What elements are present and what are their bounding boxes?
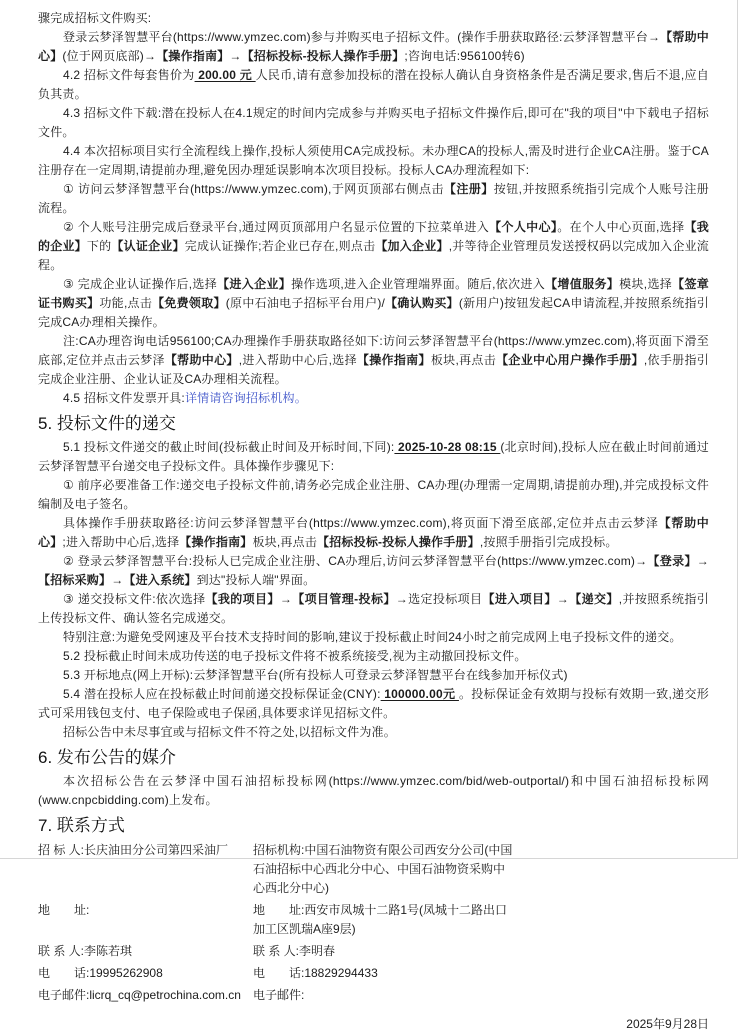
text-run: ③ 递交投标文件:依次选择 bbox=[63, 592, 206, 606]
text-run: 。在个人中心页面,选择 bbox=[557, 220, 685, 234]
text-run: 【我的项目】 bbox=[205, 592, 280, 606]
text-run: 人民币,请有意参加投标的潜在投标人确认自身资格条件是否满足要求,售后不退,应自负其责。 bbox=[38, 68, 709, 101]
contact-cell-right: 联 系 人:李明春 bbox=[253, 944, 336, 958]
text-run: 200.00 元 bbox=[194, 68, 256, 82]
paragraph bbox=[38, 389, 709, 408]
text-run: 2025-10-28 08:15 bbox=[394, 440, 501, 454]
text-run: 【招标采购】 bbox=[38, 573, 112, 587]
text-run: ,并按照系统指引上传投标文件、确认签名完成递交。 bbox=[38, 592, 710, 625]
paragraph bbox=[38, 685, 709, 723]
contact-cell-right: 电子邮件: bbox=[253, 988, 305, 1002]
text-run: ,并等待企业管理员发送授权码以完成加入企业流程。 bbox=[38, 239, 710, 272]
contact-cell-right: 电 话:18829294433 bbox=[253, 966, 378, 980]
text-run: 【个人中心】 bbox=[489, 220, 558, 234]
text-run: ① 访问云梦泽智慧平台(https://www.ymzec.com),于网页顶部右侧点击 bbox=[63, 182, 444, 196]
contact-cell-left: 电子邮件:licrq_cq@petrochina.com.cn bbox=[38, 988, 241, 1002]
text-run: 4.4 本次招标项目实行全流程线上操作,投标人须使用CA完成投标。未办理CA的投标人,需及时进行企业CA注册。鉴于CA注册存在一定周期,请提前办理,避免因办理延误影响本次项目投标。投标人CA办理流程如下: bbox=[38, 144, 709, 177]
paragraph bbox=[38, 723, 709, 742]
paragraph bbox=[38, 332, 709, 389]
text-run: 【登录】 bbox=[647, 554, 697, 568]
text-run: 5.2 投标截止时间未成功传送的电子投标文件将不被系统接受,视为主动撤回投标文件。 bbox=[63, 649, 527, 663]
text-run: 5.4 潜在投标人应在投标截止时间前递交投标保证金(CNY): bbox=[63, 687, 381, 701]
text-run: 板块,再点击 bbox=[252, 535, 318, 549]
text-run: ;进入帮助中心后,选择 bbox=[62, 535, 180, 549]
paragraph bbox=[38, 514, 709, 552]
text-run: 5.3 开标地点(网上开标):云梦泽智慧平台(所有投标人可登录云梦泽智慧平台在线参加开标仪式) bbox=[63, 668, 568, 682]
text-run: 招标公告中未尽事宜或与招标文件不符之处,以招标文件为准。 bbox=[63, 725, 396, 739]
text-run: 【帮助中心】 bbox=[38, 30, 709, 63]
text-run: 【帮助中心】 bbox=[164, 353, 239, 367]
text-run: ① 前序必要准备工作:递交电子投标文件前,请务必完成企业注册、CA办理(办理需一定周期,请提前办理),并完成投标文件编制及电子签名。 bbox=[38, 478, 709, 511]
text-run: 4.2 招标文件每套售价为 bbox=[63, 68, 195, 82]
text-run: 注:CA办理咨询电话956100;CA办理操作手册获取路径如下:访问云梦泽智慧平台(https://www.ymzec.com),将页面下滑至底部,定位并点击云梦泽 bbox=[38, 334, 709, 367]
paragraph bbox=[38, 28, 709, 66]
inline-link[interactable]: 详情请咨询招标机构。 bbox=[184, 391, 307, 405]
text-run: 【增值服务】 bbox=[545, 277, 620, 291]
text-run: 【注册】 bbox=[443, 182, 494, 196]
publish-date: 2025年9月28日 bbox=[626, 1017, 709, 1031]
text-run: (新用户)按钮发起CA申请流程,并按照系统指引完成CA办理相关操作。 bbox=[38, 296, 709, 329]
paragraph bbox=[38, 666, 709, 685]
text-run: 4.3 招标文件下载:潜在投标人在4.1规定的时间内完成参与并购买电子招标文件操作后,即可在"我的项目"中下载电子招标文件。 bbox=[38, 106, 709, 139]
contact-cell-left: 地 址: bbox=[38, 903, 90, 917]
text-run: 【我的企业】 bbox=[38, 220, 710, 253]
text-run: 登录云梦泽智慧平台(https://www.ymzec.com)参与并购买电子招标文件。(操作手册获取路径:云梦泽智慧平台→ bbox=[63, 30, 661, 44]
contact-cell-left: 招 标 人:长庆油田分公司第四采油厂 bbox=[38, 843, 229, 857]
section-heading: 5. 投标文件的递交 bbox=[38, 414, 176, 433]
text-run: ② 登录云梦泽智慧平台:投标人已完成企业注册、CA办理后,访问云梦泽智慧平台(https://www.ymzec.com)→ bbox=[63, 554, 648, 568]
paragraph bbox=[38, 180, 709, 218]
text-run: (原中石油电子招标平台用户)/ bbox=[225, 296, 386, 310]
paragraph bbox=[38, 772, 709, 810]
text-run: → bbox=[229, 49, 242, 63]
text-run: ,按照手册指引完成投标。 bbox=[479, 535, 618, 549]
text-run: 【签章证书购买】 bbox=[38, 277, 709, 310]
text-run: 特别注意:为避免受网速及平台技术支持时间的影响,建议于投标截止时间24小时之前完成网上电子投标文件的递交。 bbox=[63, 630, 682, 644]
text-run: ③ 完成企业认证操作后,选择 bbox=[63, 277, 218, 291]
text-run: 具体操作手册获取路径:访问云梦泽智慧平台(https://www.ymzec.com),将页面下滑至底部,定位并点击云梦泽 bbox=[63, 516, 659, 530]
contact-table bbox=[38, 841, 709, 1005]
text-run: (位于网页底部)→ bbox=[62, 49, 157, 63]
paragraph bbox=[38, 552, 709, 590]
text-run: 完成认证操作;若企业已存在,则点击 bbox=[184, 239, 376, 253]
paragraph bbox=[38, 476, 709, 514]
text-run: 。投标保证金有效期与投标有效期一致,递交形式可采用钱包支付、电子保险或电子保函,具体要求详见招标文件。 bbox=[38, 687, 709, 720]
paragraph bbox=[38, 647, 709, 666]
text-run: 【操作指南】 bbox=[156, 49, 230, 63]
text-run: →选定投标项目 bbox=[395, 592, 483, 606]
text-run: 【项目管理-投标】 bbox=[292, 592, 396, 606]
text-run: ;咨询电话:956100转6) bbox=[404, 49, 525, 63]
text-run: 板块,再点击 bbox=[430, 353, 497, 367]
text-run: 【进入项目】 bbox=[482, 592, 557, 606]
paragraph bbox=[38, 590, 709, 628]
text-run: ,依手册指引完成企业注册、企业认证及CA办理相关流程。 bbox=[38, 353, 709, 386]
contact-cell-left: 电 话:19995262908 bbox=[38, 966, 163, 980]
text-run: 100000.00元 bbox=[380, 687, 459, 701]
text-run: → bbox=[696, 554, 709, 568]
contact-cell-right: 招标机构:中国石油物资有限公司西安分公司(中国石油招标中心西北分中心、中国石油物资采购中心西北分中心) bbox=[253, 843, 513, 895]
text-run: 本次招标公告在云梦泽中国石油招标投标网(https://www.ymzec.com/bid/web-outportal/)和中国石油招标投标网(www.cnpcbidding.com)上发布。 bbox=[38, 774, 709, 807]
section-heading: 6. 发布公告的媒介 bbox=[38, 748, 176, 767]
text-run: 【加入企业】 bbox=[375, 239, 449, 253]
text-run: 【免费领取】 bbox=[152, 296, 226, 310]
paragraph bbox=[38, 438, 709, 476]
text-run: 【认证企业】 bbox=[111, 239, 185, 253]
paragraph bbox=[38, 275, 709, 332]
text-run: 功能,点击 bbox=[99, 296, 153, 310]
section-heading: 7. 联系方式 bbox=[38, 816, 125, 835]
text-run: 【帮助中心】 bbox=[38, 516, 709, 549]
text-run: 【企业中心用户操作手册】 bbox=[496, 353, 644, 367]
text-run: 【确认购买】 bbox=[385, 296, 459, 310]
paragraph bbox=[38, 104, 709, 142]
text-run: 模块,选择 bbox=[619, 277, 673, 291]
paragraph bbox=[38, 66, 709, 104]
text-run: ,进入帮助中心后,选择 bbox=[238, 353, 357, 367]
text-run: 下的 bbox=[86, 239, 112, 253]
text-run: 【操作指南】 bbox=[356, 353, 431, 367]
text-run: 到达"投标人端"界面。 bbox=[196, 573, 316, 587]
text-run: → bbox=[556, 592, 569, 606]
text-run: 【招标投标-投标人操作手册】 bbox=[241, 49, 405, 63]
contact-cell-right: 地 址:西安市凤城十二路1号(凤城十二路出口加工区凯瑞A座9层) bbox=[253, 903, 508, 936]
text-run: 【招标投标-投标人操作手册】 bbox=[317, 535, 480, 549]
text-run: (北京时间),投标人应在截止时间前通过云梦泽智慧平台递交电子投标文件。具体操作步骤见下: bbox=[38, 440, 709, 473]
paragraph bbox=[38, 9, 709, 28]
paragraph bbox=[38, 218, 709, 275]
text-run: 按钮,并按照系统指引完成个人账号注册流程。 bbox=[38, 182, 709, 215]
paragraph bbox=[38, 142, 709, 180]
text-run: → bbox=[111, 573, 124, 587]
text-run: 操作选项,进入企业管理端界面。随后,依次进入 bbox=[291, 277, 546, 291]
text-run: 【递交】 bbox=[569, 592, 619, 606]
text-run: ② 个人账号注册完成后登录平台,通过网页顶部用户名显示位置的下拉菜单进入 bbox=[63, 220, 490, 234]
text-run: 【进入系统】 bbox=[123, 573, 197, 587]
text-run: 【操作指南】 bbox=[179, 535, 253, 549]
document-body bbox=[38, 9, 709, 1034]
text-run: 【进入企业】 bbox=[217, 277, 292, 291]
text-run: 4.5 招标文件发票开具: bbox=[63, 391, 185, 405]
text-run: 骤完成招标文件购买: bbox=[38, 11, 152, 25]
text-run: → bbox=[279, 592, 293, 606]
paragraph bbox=[38, 628, 709, 647]
contact-cell-left: 联 系 人:李陈若琪 bbox=[38, 944, 133, 958]
text-run: 5.1 投标文件递交的截止时间(投标截止时间及开标时间,下同): bbox=[63, 440, 395, 454]
